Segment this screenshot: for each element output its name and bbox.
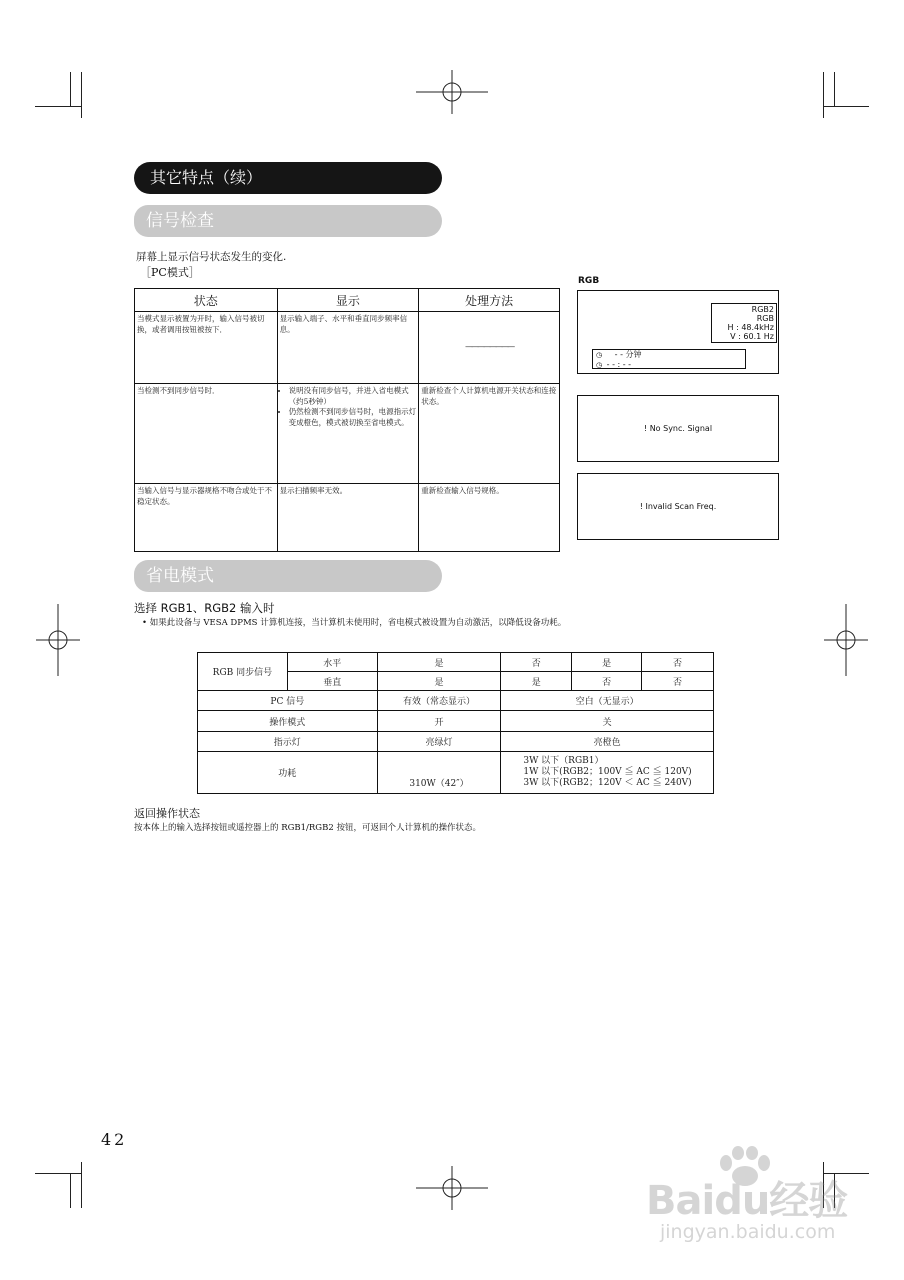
timer-minutes: - - 分钟: [614, 350, 642, 359]
info-line: RGB: [756, 314, 774, 323]
watermark-brand: Baidu经验: [646, 1178, 848, 1224]
power-save-table: [197, 652, 714, 794]
power-save-bar: [134, 560, 442, 592]
h-val: 是: [572, 653, 642, 672]
screen-no-sync: [577, 395, 779, 462]
table-row: [198, 732, 714, 752]
info-line: H : 48.4kHz: [727, 323, 774, 332]
no-sync-message: ! No Sync. Signal: [643, 424, 713, 433]
bullet-icon: •: [142, 618, 148, 628]
v-val: 否: [572, 672, 642, 691]
power-off-line: 3W 以下（RGB1）: [523, 756, 604, 766]
row2-action: 重新检查个人计算机电源开关状态和连接状态。: [419, 384, 560, 484]
info-line: RGB2: [751, 305, 774, 314]
indicator-off: 亮橙色: [501, 732, 714, 752]
pc-signal-label: PC 信号: [198, 691, 378, 711]
page-number: 42: [101, 1130, 128, 1149]
timer-time: - - : - -: [606, 360, 632, 369]
table-row: [135, 384, 560, 484]
watermark: [640, 1145, 880, 1255]
signal-check-title: 信号检查: [146, 211, 214, 231]
clock-icon: ◷: [596, 351, 603, 359]
timer-box: [592, 349, 746, 369]
power-off: [501, 752, 714, 794]
power-save-subtitle: 选择 RGB1、RGB2 输入时: [134, 601, 275, 615]
power-label: 功耗: [198, 752, 378, 794]
operation-off: 关: [501, 711, 714, 732]
row3-display: 显示扫描频率无效。: [277, 484, 419, 552]
h-val: 否: [642, 653, 714, 672]
operation-on: 开: [377, 711, 501, 732]
signal-check-bar: [134, 205, 442, 237]
v-val: 否: [642, 672, 714, 691]
h-val: 是: [377, 653, 501, 672]
signal-status-table: [134, 288, 560, 552]
clock-icon: ◷: [596, 361, 603, 369]
indicator-on: 亮绿灯: [377, 732, 501, 752]
table-row: [198, 752, 714, 794]
timer-row: [593, 350, 745, 360]
power-save-title: 省电模式: [146, 566, 214, 586]
row1-state: 当模式显示被置为开时，输入信号被切换，或者调用按钮被按下．: [135, 312, 278, 384]
timer-row: [593, 360, 745, 370]
table-row: [198, 653, 714, 672]
row2-state: 当检测不到同步信号时．: [135, 384, 278, 484]
pc-mode-label: ［PC模式］: [140, 266, 200, 279]
screen-rgb-info: [577, 290, 779, 374]
power-on: 310W（42″）: [377, 752, 501, 794]
table-header-row: [135, 289, 560, 312]
registration-mark-top: [416, 70, 488, 114]
row1-action: [419, 312, 560, 384]
table-row: [198, 691, 714, 711]
col-header-action: 处理方法: [419, 289, 560, 312]
pc-signal-off: 空白（无显示）: [501, 691, 714, 711]
registration-mark-left: [36, 604, 80, 676]
screen-invalid-scan: [577, 473, 779, 540]
table-row: [135, 484, 560, 552]
row2-display-bullet: • 仍然检测不到同步信号时，电源指示灯变成橙色，模式被切换至省电模式。: [289, 407, 417, 428]
h-val: 否: [501, 653, 572, 672]
power-off-line: 3W 以下(RGB2；120V ＜ AC ≦ 240V): [523, 778, 692, 788]
row1-display: 显示输入端子、水平和垂直同步频率信息。: [277, 312, 419, 384]
section-title-bar: [134, 162, 442, 194]
operation-label: 操作模式: [198, 711, 378, 732]
watermark-url: jingyan.baidu.com: [660, 1221, 836, 1243]
col-header-state: 状态: [135, 289, 278, 312]
table-row: [198, 711, 714, 732]
section-title: 其它特点（续）: [150, 168, 263, 187]
power-save-bullet-text: 如果此设备与 VESA DPMS 计算机连接，当计算机未使用时，省电模式被设置为自动激活，以降低设备功耗。: [149, 618, 567, 628]
v-val: 是: [377, 672, 501, 691]
table-row: [135, 312, 560, 384]
registration-mark-bottom: [416, 1166, 488, 1210]
row2-display-bullet: • 说明没有同步信号，并进入省电模式（约5秒钟）: [289, 386, 417, 407]
horizontal-label: 水平: [287, 653, 377, 672]
sync-label: RGB 同步信号: [198, 653, 288, 691]
indicator-label: 指示灯: [198, 732, 378, 752]
registration-mark-right: [824, 604, 868, 676]
row1-action-line: ————————: [465, 342, 514, 352]
vertical-label: 垂直: [287, 672, 377, 691]
signal-info-box: [711, 303, 777, 343]
return-text: 按本体上的输入选择按钮或遥控器上的 RGB1/RGB2 按钮，可返回个人计算机的操作状态。: [134, 823, 481, 833]
return-title: 返回操作状态: [134, 807, 200, 820]
row2-display: [277, 384, 419, 484]
pc-signal-on: 有效（常态显示）: [377, 691, 501, 711]
v-val: 是: [501, 672, 572, 691]
invalid-scan-message: ! Invalid Scan Freq.: [639, 502, 717, 511]
info-line: V : 60.1 Hz: [730, 332, 774, 341]
power-save-bullet: [142, 616, 566, 628]
power-off-line: 1W 以下(RGB2；100V ≦ AC ≦ 120V): [523, 767, 692, 777]
rgb-screen-label: RGB: [578, 276, 600, 286]
col-header-display: 显示: [277, 289, 419, 312]
row3-action: 重新检查输入信号规格。: [419, 484, 560, 552]
row3-state: 当输入信号与显示器规格不吻合或处于不稳定状态。: [135, 484, 278, 552]
signal-intro: 屏幕上显示信号状态发生的变化.: [136, 251, 287, 263]
